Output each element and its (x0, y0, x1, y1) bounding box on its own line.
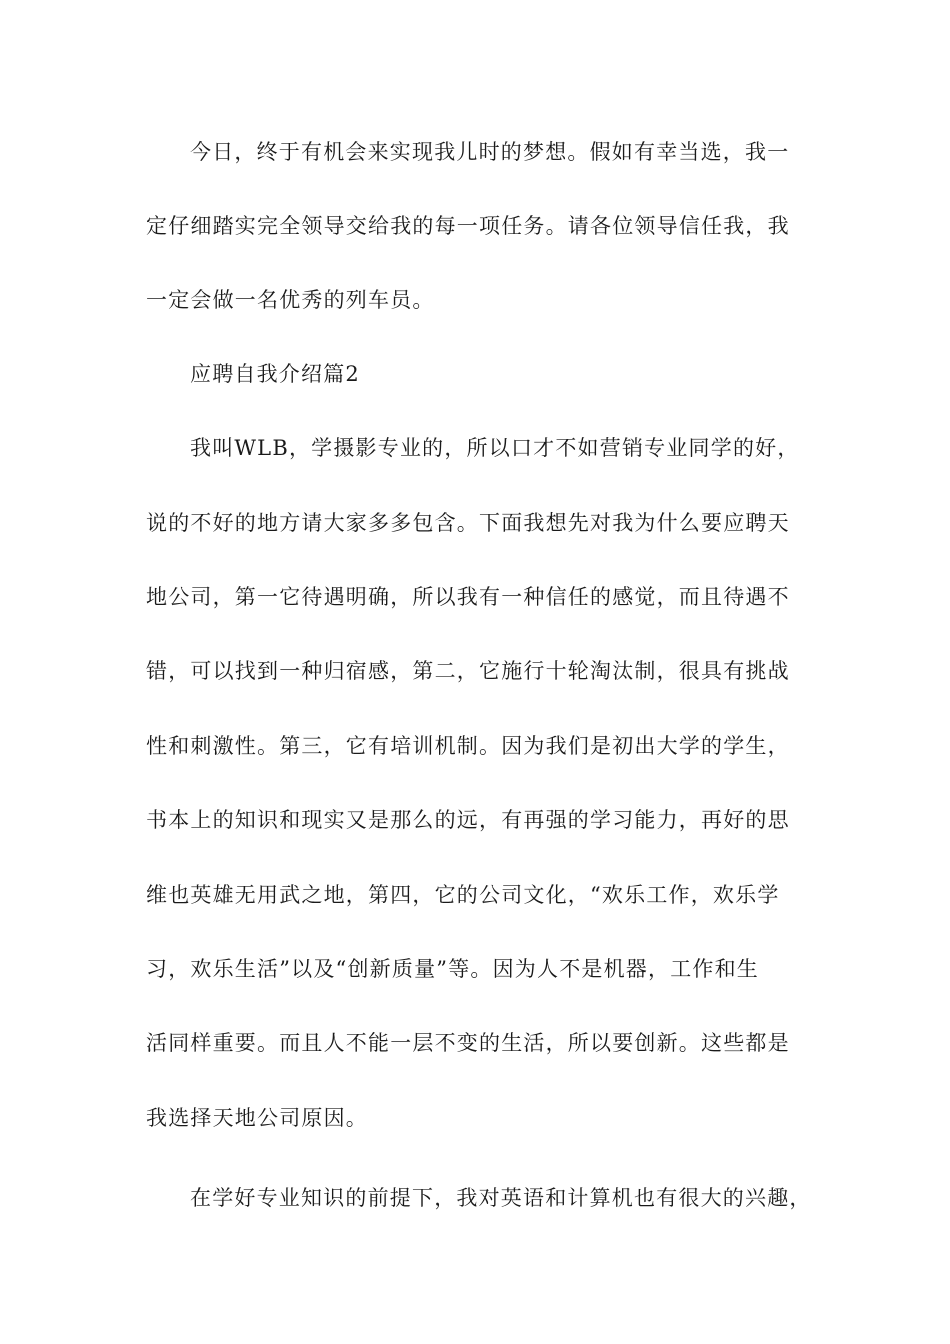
paragraph-line: 地公司，第一它待遇明确，所以我有一种信任的感觉，而且待遇不 (146, 585, 790, 609)
paragraph-line: 错，可以找到一种归宿感，第二，它施行十轮淘汰制，很具有挑战 (146, 659, 790, 683)
paragraph-line: 性和刺激性。第三，它有培训机制。因为我们是初出大学的学生， (146, 734, 790, 758)
paragraph-line: 在学好专业知识的前提下，我对英语和计算机也有很大的兴趣， (190, 1186, 812, 1210)
paragraph-line: 今日，终于有机会来实现我儿时的梦想。假如有幸当选，我一 (190, 140, 790, 164)
paragraph-line: 我选择天地公司原因。 (146, 1106, 368, 1130)
paragraph-line: 我叫WLB，学摄影专业的，所以口才不如营销专业同学的好， (190, 436, 800, 460)
paragraph-line: 活同样重要。而且人不能一层不变的生活，所以要创新。这些都是 (146, 1031, 790, 1055)
paragraph-line: 书本上的知识和现实又是那么的远，有再强的学习能力，再好的思 (146, 808, 790, 832)
paragraph-line: 说的不好的地方请大家多多包含。下面我想先对我为什么要应聘天 (146, 511, 790, 535)
section-heading: 应聘自我介绍篇2 (190, 362, 360, 386)
paragraph-line: 习，欢乐生活”以及“创新质量”等。因为人不是机器，工作和生 (146, 957, 760, 981)
paragraph-line: 维也英雄无用武之地，第四，它的公司文化，“欢乐工作，欢乐学 (146, 883, 780, 907)
paragraph-line: 一定会做一名优秀的列车员。 (146, 288, 435, 312)
paragraph-line: 定仔细踏实完全领导交给我的每一项任务。请各位领导信任我，我 (146, 214, 790, 238)
